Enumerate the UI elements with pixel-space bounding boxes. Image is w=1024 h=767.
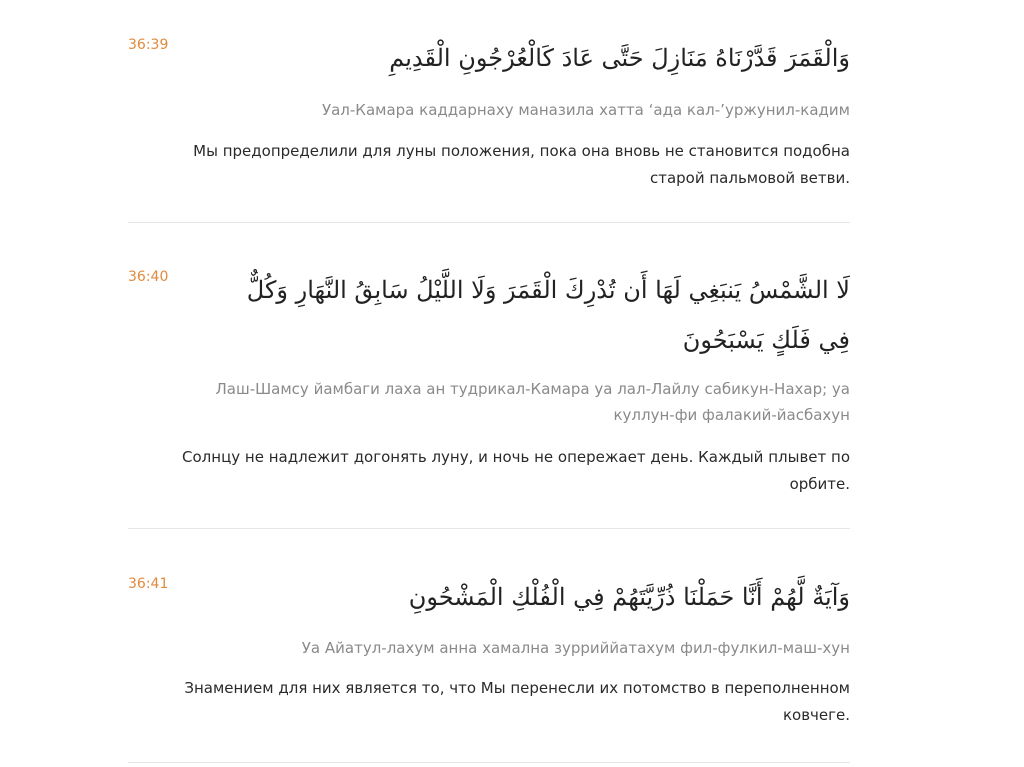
transliteration: Уал-Камара каддарнаху маназила хатта ‘ада кал-’уржунил-кадим <box>321 101 850 119</box>
translation: Знамением для них является то, что Мы перенесли их потомство в переполненном ковчеге. <box>184 679 850 724</box>
divider <box>128 762 850 763</box>
translation: Мы предопределили для луны положения, пока она вновь не становится подобна старой пальмовой ветви. <box>193 142 850 187</box>
divider <box>128 528 850 529</box>
arabic-text: لَا الشَّمْسُ يَنبَغِي لَهَا أَن تُدْرِكَ الْقَمَرَ وَلَا اللَّيْلُ سَابِقُ النَّهَارِ وَكُلٌّ فِي فَلَكٍ يَسْبَحُونَ <box>246 276 850 354</box>
ayah-number: 36:39 <box>128 37 169 53</box>
transliteration: Уа Айатул-лахум анна хамална зурриййатахум фил-фулкил-маш-хун <box>301 639 850 657</box>
arabic-text: وَآيَةٌ لَّهُمْ أَنَّا حَمَلْنَا ذُرِّيَّتَهُمْ فِي الْفُلْكِ الْمَشْحُونِ <box>408 583 850 611</box>
divider <box>128 222 850 223</box>
ayah-number: 36:41 <box>128 576 169 592</box>
arabic-text: وَالْقَمَرَ قَدَّرْنَاهُ مَنَازِلَ حَتَّى عَادَ كَالْعُرْجُونِ الْقَدِيمِ <box>389 44 850 72</box>
ayah-number: 36:40 <box>128 269 169 285</box>
transliteration: Лаш-Шамсу йамбаги лаха ан тудрикал-Камара уа лал-Лайлу сабикун-Нахар; уа куллун-фи фалакий-йасбахун <box>215 380 850 424</box>
translation: Солнцу не надлежит догонять луну, и ночь не опережает день. Каждый плывет по орбите. <box>182 448 850 493</box>
